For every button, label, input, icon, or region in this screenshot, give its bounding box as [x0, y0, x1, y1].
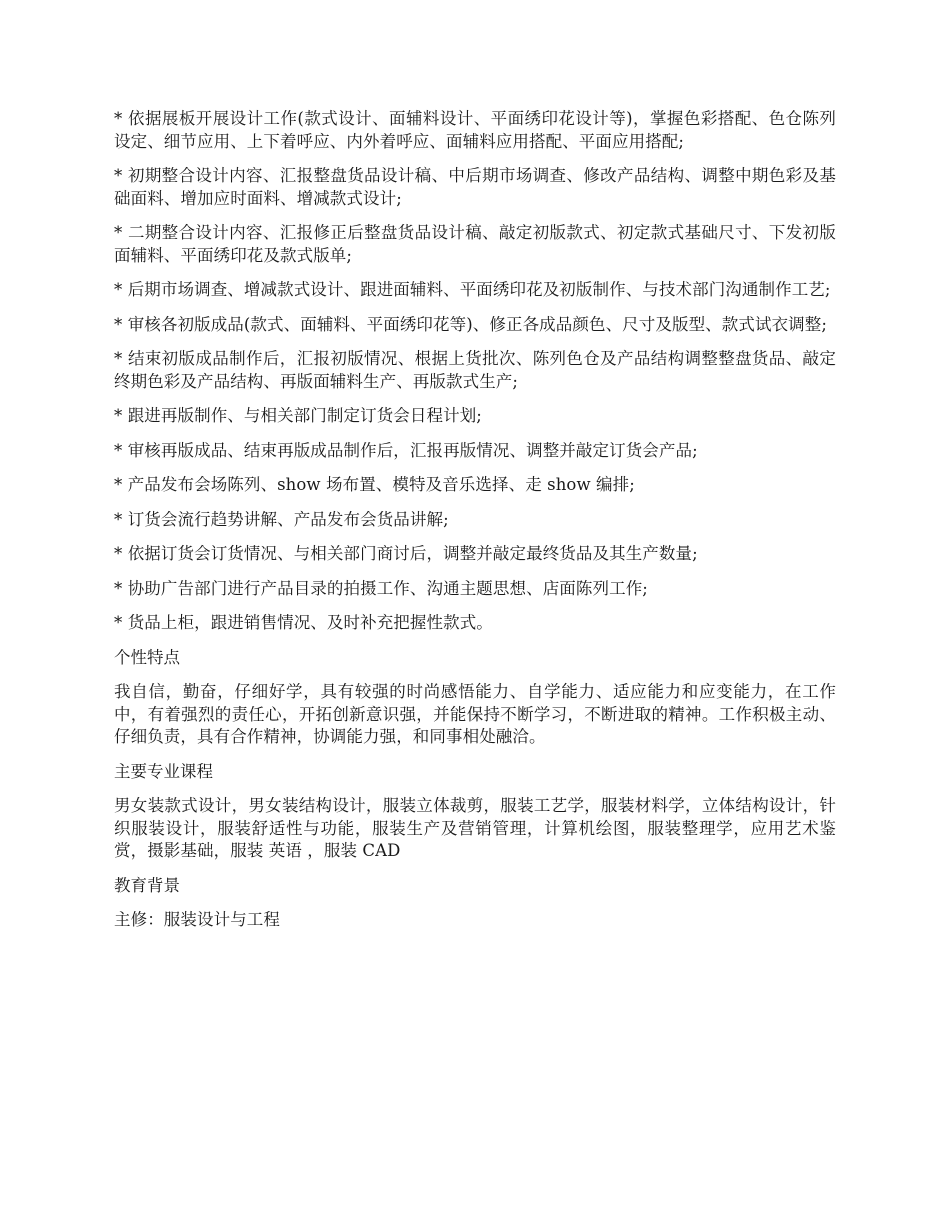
education-major: 主修：服装设计与工程 [114, 910, 280, 929]
duty-item: * 产品发布会场陈列、show 场布置、模特及音乐选择、走 show 编排; [114, 475, 635, 494]
duty-item: * 初期整合设计内容、汇报整盘货品设计稿、中后期市场调查、修改产品结构、调整中期色彩及基础面料、增加应时面料、增减款式设计; [114, 166, 836, 208]
duty-item: * 审核各初版成品(款式、面辅料、平面绣印花等)、修正各成品颜色、尺寸及版型、款式试衣调整; [114, 314, 828, 334]
duty-item: * 审核再版成品、结束再版成品制作后，汇报再版情况、调整并敲定订货会产品; [114, 440, 698, 460]
duty-item: * 协助广告部门进行产品目录的拍摄工作、沟通主题思想、店面陈列工作; [114, 578, 648, 598]
duty-item: * 二期整合设计内容、汇报修正后整盘货品设计稿、敲定初版款式、初定款式基础尺寸、下发初版面辅料、平面绣印花及款式版单; [114, 223, 836, 265]
duty-item: * 依据展板开展设计工作(款式设计、面辅料设计、平面绣印花设计等)，掌握色彩搭配、色仓陈列设定、细节应用、上下着呼应、内外着呼应、面辅料应用搭配、平面应用搭配; [114, 109, 836, 151]
duty-item: * 货品上柜，跟进销售情况、及时补充把握性款式。 [114, 613, 493, 632]
duty-item: * 结束初版成品制作后，汇报初版情况、根据上货批次、陈列色仓及产品结构调整整盘货品、敲定终期色彩及产品结构、再版面辅料生产、再版款式生产; [114, 349, 836, 391]
duty-item: * 跟进再版制作、与相关部门制定订货会日程计划; [114, 406, 482, 425]
duty-item: * 订货会流行趋势讲解、产品发布会货品讲解; [114, 509, 449, 529]
courses-text: 男女装款式设计，男女装结构设计，服装立体裁剪，服装工艺学，服装材料学，立体结构设计，针织服装设计，服装舒适性与功能，服装生产及营销管理，计算机绘图，服装整理学，应用艺术鉴赏，摄影基础，服装 英语 ，服装 CAD [114, 796, 836, 860]
duty-item: * 依据订货会订货情况、与相关部门商讨后，调整并敲定最终货品及其生产数量; [114, 544, 698, 563]
personality-text: 我自信，勤奋，仔细好学，具有较强的时尚感悟能力、自学能力、适应能力和应变能力，在工作中，有着强烈的责任心，开拓创新意识强，并能保持不断学习，不断进取的精神。工作积极主动、仔细负责，具有合作精神，协调能力强，和同事相处融洽。 [114, 682, 836, 746]
courses-heading: 主要专业课程 [114, 761, 213, 781]
education-heading: 教育背景 [114, 875, 180, 895]
document-page [114, 108, 836, 944]
personality-heading: 个性特点 [114, 647, 180, 667]
duty-item: * 后期市场调查、增减款式设计、跟进面辅料、平面绣印花及初版制作、与技术部门沟通制作工艺; [114, 280, 831, 299]
